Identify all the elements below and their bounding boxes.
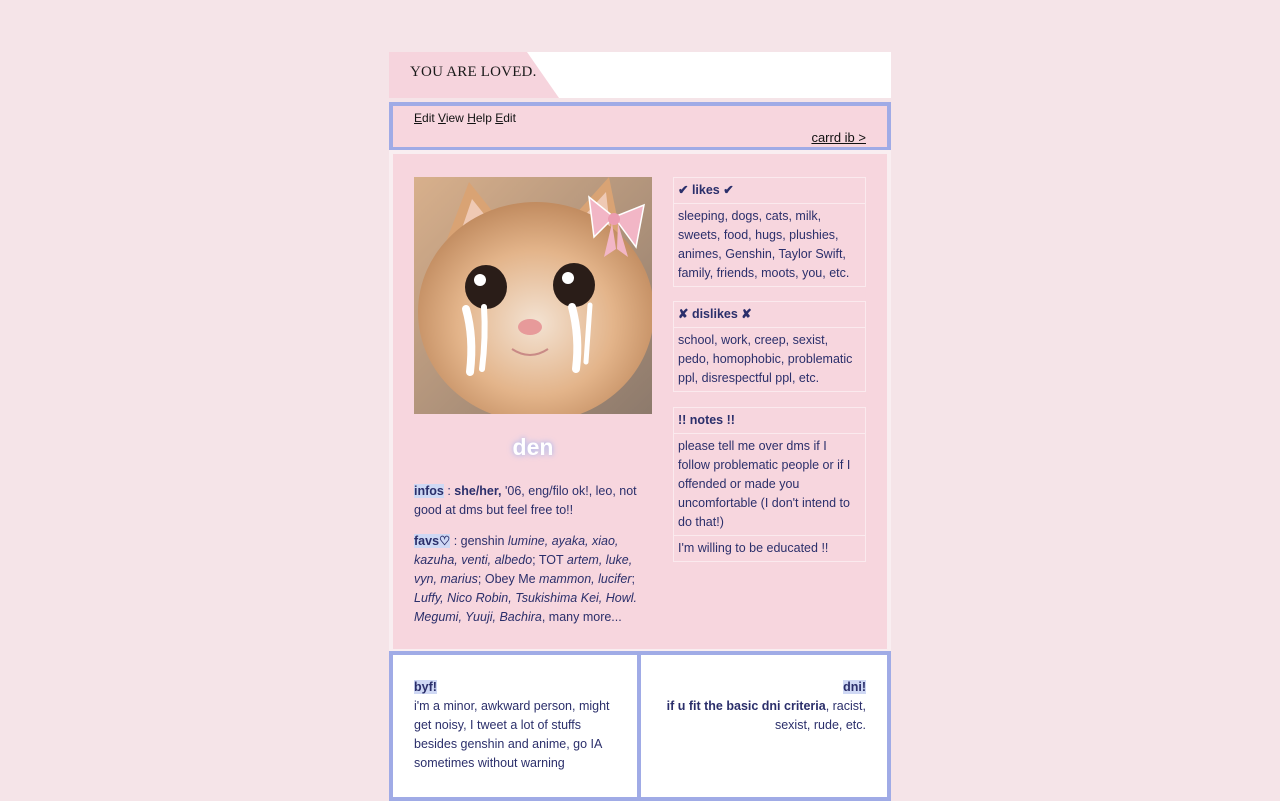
notes-body-2: I'm willing to be educated !! (674, 535, 865, 561)
menu-item-edit[interactable]: Edit (414, 111, 435, 125)
dislikes-body: school, work, creep, sexist, pedo, homophobic, problematic ppl, disrespectful ppl, etc. (678, 333, 853, 385)
menu-bar (389, 102, 891, 151)
dni-column (641, 655, 887, 797)
favs-label: favs♡ (414, 534, 451, 548)
bottom-panel (389, 651, 891, 801)
menu-item-help[interactable]: Help (467, 111, 492, 125)
likes-header: ✔ likes ✔ (674, 178, 865, 204)
dni-body: if u fit the basic dni criteria, racist, sexist, rude, etc. (666, 699, 866, 732)
banner-title: YOU ARE LOVED. (410, 64, 537, 80)
dni-text (666, 678, 866, 735)
dislikes-header: ✘ dislikes ✘ (674, 302, 865, 328)
byf-column (393, 655, 641, 797)
profile-name: den (512, 434, 554, 460)
profile-card (389, 150, 891, 653)
banner (389, 52, 891, 98)
dni-label: dni! (843, 680, 866, 694)
notes-header: !! notes !! (674, 408, 865, 434)
dislikes-box (673, 301, 866, 392)
byf-body: i'm a minor, awkward person, might get noisy, I tweet a lot of stuffs besides genshin and anime, go IA sometimes without warning (414, 699, 610, 770)
infos-text: infos : she/her, '06, eng/filo ok!, leo, not good at dms but feel free to!! (414, 484, 637, 517)
byf-label: byf! (414, 680, 437, 694)
infos-label: infos (414, 484, 444, 498)
carrd-ib-link[interactable]: carrd ib > (811, 130, 866, 145)
likes-box (673, 177, 866, 287)
carrd-page (389, 52, 891, 770)
likes-body: sleeping, dogs, cats, milk, sweets, food, hugs, plushies, animes, Genshin, Taylor Swift, family, friends, moots, you, etc. (678, 209, 850, 280)
menu (414, 111, 516, 125)
favs-text: favs♡ : genshin lumine, ayaka, xiao, kazuha, venti, albedo; TOT artem, luke, vyn, marius; Obey Me mammon, lucifer; Luffy, Nico Robin, Tsukishima Kei, Howl. Megumi, Yuuji, Bachira, many more... (414, 534, 638, 624)
notes-box (673, 407, 866, 562)
byf-text (414, 678, 626, 773)
avatar (414, 177, 652, 414)
notes-body: please tell me over dms if I follow problematic people or if I offended or made you uncomfortable (I don't intend to do that!) (678, 439, 851, 529)
crying-kitten-picture (414, 177, 652, 414)
menu-item-view[interactable]: View (438, 111, 464, 125)
menu-item-edit-2[interactable]: Edit (495, 111, 516, 125)
